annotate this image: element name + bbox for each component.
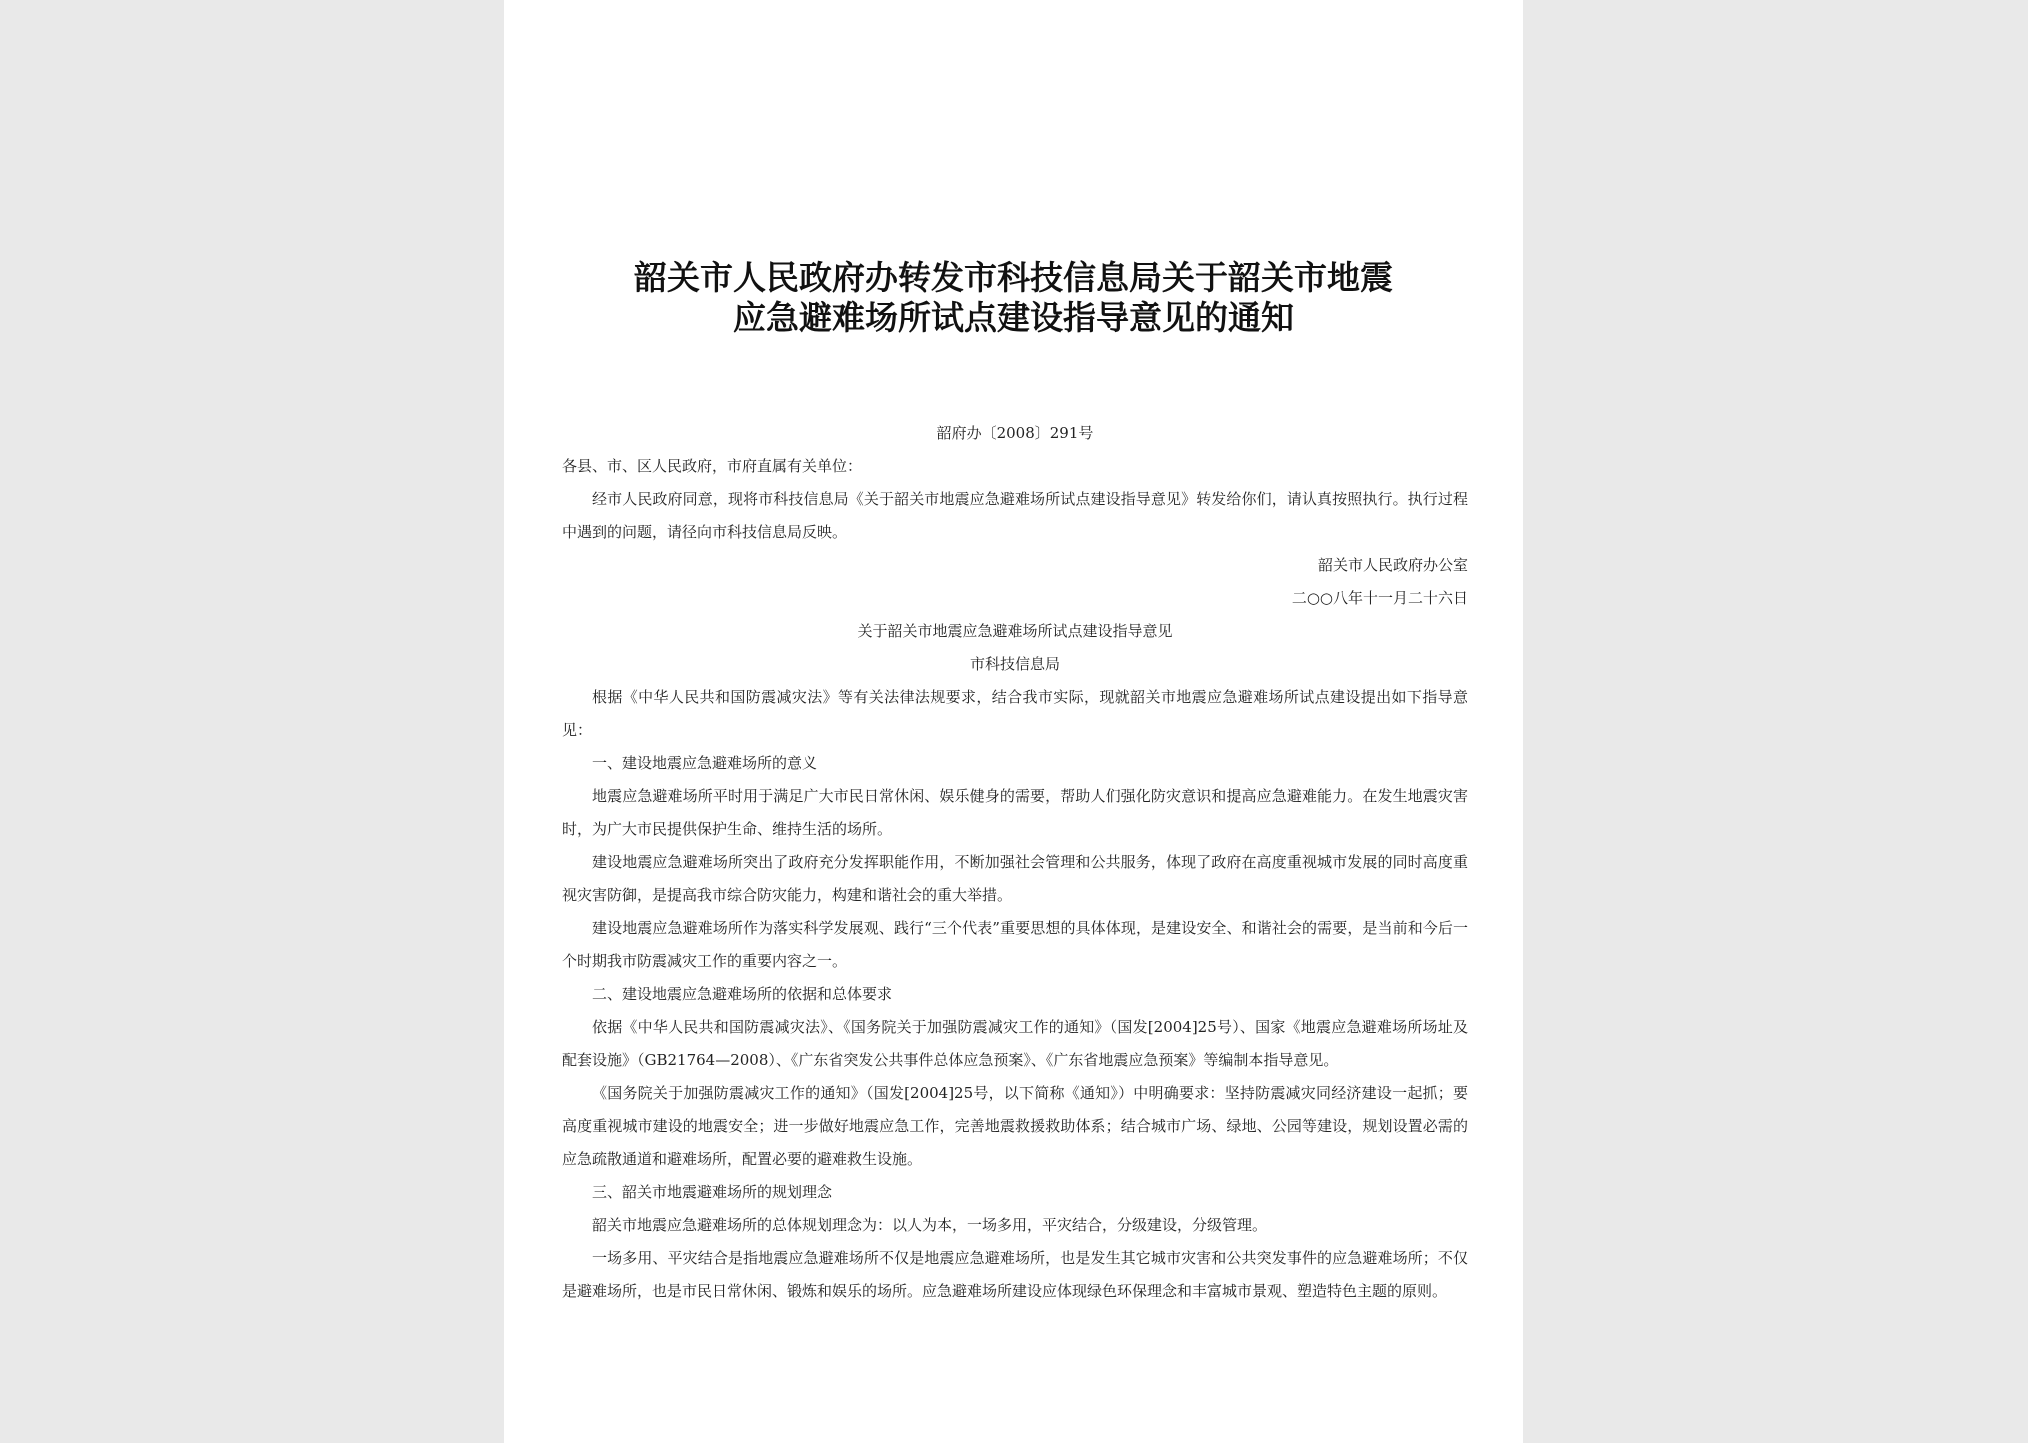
paragraph: 《国务院关于加强防震减灾工作的通知》（国发[2004]25号，以下简称《通知》）中明确要求：坚持防震减灾同经济建设一起抓；要高度重视城市建设的地震安全；进一步做好地震应急工作，完善地震救援救助体系；结合城市广场、绿地、公园等建设，规划设置必需的应急疏散通道和避难场所，配置必要的避难救生设施。 <box>562 1084 1468 1168</box>
title-line-1: 韶关市人民政府办转发市科技信息局关于韶关市地震 <box>634 258 1393 297</box>
issue-date: 二○○八年十一月二十六日 <box>1291 589 1468 607</box>
paragraph: 建设地震应急避难场所突出了政府充分发挥职能作用，不断加强社会管理和公共服务，体现了政府在高度重视城市发展的同时高度重视灾害防御，是提高我市综合防灾能力，构建和谐社会的重大举措。 <box>562 853 1468 904</box>
document-body <box>562 417 1468 1308</box>
intro-paragraph: 经市人民政府同意，现将市科技信息局《关于韶关市地震应急避难场所试点建设指导意见》转发给你们，请认真按照执行。执行过程中遇到的问题，请径向市科技信息局反映。 <box>562 490 1468 541</box>
document-page <box>504 0 1523 1443</box>
section-heading-1: 一、建设地震应急避难场所的意义 <box>592 754 818 772</box>
paragraph: 韶关市地震应急避难场所的总体规划理念为：以人为本，一场多用，平灾结合，分级建设，分级管理。 <box>592 1216 1268 1234</box>
salutation: 各县、市、区人民政府，市府直属有关单位： <box>562 457 863 475</box>
section-heading-3: 三、韶关市地震避难场所的规划理念 <box>592 1183 833 1201</box>
doc-number: 韶府办〔2008〕291号 <box>936 424 1094 442</box>
paragraph: 一场多用、平灾结合是指地震应急避难场所不仅是地震应急避难场所，也是发生其它城市灾害和公共突发事件的应急避难场所；不仅是避难场所，也是市民日常休闲、锻炼和娱乐的场所。应急避难场所建设应体现绿色环保理念和丰富城市景观、塑造特色主题的原则。 <box>562 1249 1468 1300</box>
attachment-issuer: 市科技信息局 <box>969 655 1060 673</box>
title-line-2: 应急避难场所试点建设指导意见的通知 <box>733 298 1294 337</box>
paragraph: 建设地震应急避难场所作为落实科学发展观、践行“三个代表”重要思想的具体体现，是建设安全、和谐社会的需要，是当前和今后一个时期我市防震减灾工作的重要内容之一。 <box>562 919 1468 970</box>
issuer: 韶关市人民政府办公室 <box>1317 556 1468 574</box>
paragraph: 地震应急避难场所平时用于满足广大市民日常休闲、娱乐健身的需要，帮助人们强化防灾意识和提高应急避难能力。在发生地震灾害时，为广大市民提供保护生命、维持生活的场所。 <box>562 787 1468 838</box>
section-heading-2: 二、建设地震应急避难场所的依据和总体要求 <box>592 985 893 1003</box>
attachment-title: 关于韶关市地震应急避难场所试点建设指导意见 <box>857 622 1173 640</box>
document-title <box>564 258 1463 338</box>
paragraph: 依据《中华人民共和国防震减灾法》、《国务院关于加强防震减灾工作的通知》（国发[2004]25号）、国家《地震应急避难场所场址及配套设施》（GB21764—2008）、《广东省突发公共事件总体应急预案》、《广东省地震应急预案》等编制本指导意见。 <box>562 1018 1468 1069</box>
paragraph-basis: 根据《中华人民共和国防震减灾法》等有关法律法规要求，结合我市实际，现就韶关市地震应急避难场所试点建设提出如下指导意见： <box>562 688 1468 739</box>
